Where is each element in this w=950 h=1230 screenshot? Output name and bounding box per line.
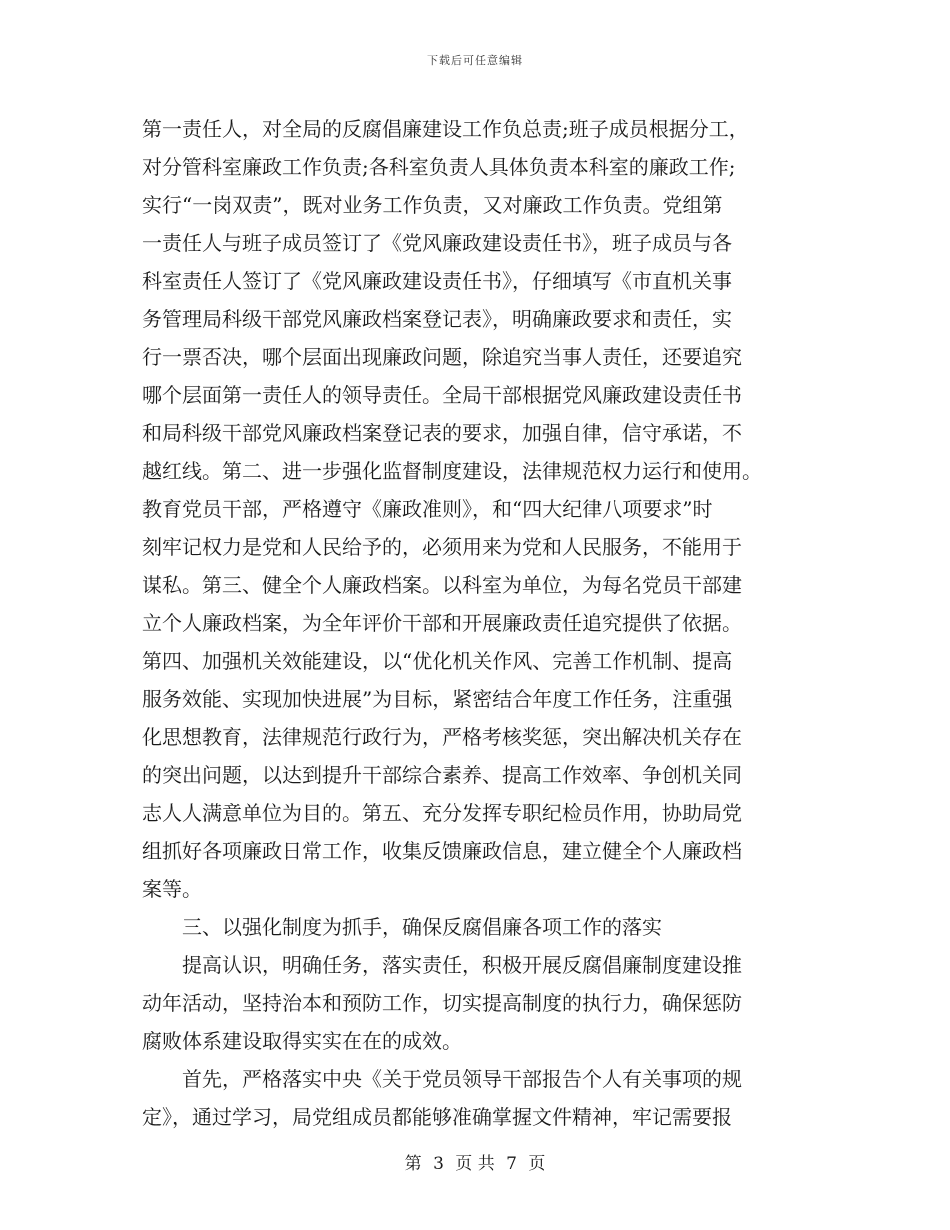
body-line: 第四、加强机关效能建设，以“优化机关作风、完善工作机制、提高 bbox=[142, 649, 733, 673]
body-line: 第一责任人，对全局的反腐倡廉建设工作负总责;班子成员根据分工， bbox=[142, 117, 749, 141]
section-heading: 三、以强化制度为抓手，确保反腐倡廉各项工作的落实 bbox=[182, 915, 662, 939]
body-line: 科室责任人签订了《党风廉政建设责任书》，仔细填写《市直机关事 bbox=[142, 269, 732, 293]
paragraph-line: 提高认识，明确任务，落实责任，积极开展反腐倡廉制度建设推 bbox=[182, 953, 742, 977]
body-line: 实行“一岗双责”，既对业务工作负责，又对廉政工作负责。党组第 bbox=[142, 193, 723, 217]
body-line: 哪个层面第一责任人的领导责任。全局干部根据党风廉政建设责任书 bbox=[142, 383, 742, 407]
body-line: 谋私。第三、健全个人廉政档案。以科室为单位，为每名党员干部建 bbox=[142, 573, 742, 597]
body-line: 越红线。第二、进一步强化监督制度建设，法律规范权力运行和使用。 bbox=[142, 459, 762, 483]
body-line: 组抓好各项廉政日常工作，收集反馈廉政信息，建立健全个人廉政档 bbox=[142, 839, 742, 863]
paragraph-line: 腐败体系建设取得实实在在的成效。 bbox=[142, 1029, 462, 1053]
body-line: 和局科级干部党风廉政档案登记表的要求，加强自律，信守承诺，不 bbox=[142, 421, 742, 445]
body-line: 一责任人与班子成员签订了《党风廉政建设责任书》，班子成员与各 bbox=[142, 231, 732, 255]
body-line: 志人人满意单位为目的。第五、充分发挥专职纪检员作用，协助局党 bbox=[142, 801, 742, 825]
page-footer bbox=[0, 1149, 950, 1174]
body-line: 教育党员干部，严格遵守《廉政准则》，和“四大纪律八项要求”时 bbox=[142, 497, 713, 521]
current-page-number: 3 bbox=[433, 1154, 444, 1174]
body-line: 务管理局科级干部党风廉政档案登记表》，明确廉政要求和责任，实 bbox=[142, 307, 732, 331]
body-line: 化思想教育，法律规范行政行为，严格考核奖惩，突出解决机关存在 bbox=[142, 725, 742, 749]
body-line: 对分管科室廉政工作负责;各科室负责人具体负责本科室的廉政工作; bbox=[142, 155, 736, 179]
document-body bbox=[142, 110, 814, 1136]
body-line: 服务效能、实现加快进展”为目标，紧密结合年度工作任务，注重强 bbox=[142, 687, 733, 711]
page-label-prefix: 第 bbox=[404, 1154, 422, 1174]
page-header: 下载后可任意编辑 bbox=[427, 54, 523, 67]
paragraph-line: 动年活动，坚持治本和预防工作，切实提高制度的执行力，确保惩防 bbox=[142, 991, 742, 1015]
paragraph-line: 首先，严格落实中央《关于党员领导干部报告个人有关事项的规 bbox=[182, 1067, 742, 1091]
body-line: 刻牢记权力是党和人民给予的，必须用来为党和人民服务，不能用于 bbox=[142, 535, 742, 559]
body-line: 行一票否决，哪个层面出现廉政问题，除追究当事人责任，还要追究 bbox=[142, 345, 742, 369]
total-page-count: 7 bbox=[506, 1154, 517, 1174]
body-line: 案等。 bbox=[142, 877, 202, 901]
page-label-suffix: 页 bbox=[528, 1154, 546, 1174]
page-label-middle: 页 共 bbox=[455, 1154, 495, 1174]
body-line: 的突出问题，以达到提升干部综合素养、提高工作效率、争创机关同 bbox=[142, 763, 742, 787]
paragraph-line: 定》，通过学习，局党组成员都能够准确掌握文件精神，牢记需要报 bbox=[142, 1105, 732, 1129]
body-line: 立个人廉政档案，为全年评价干部和开展廉政责任追究提供了依据。 bbox=[142, 611, 742, 635]
